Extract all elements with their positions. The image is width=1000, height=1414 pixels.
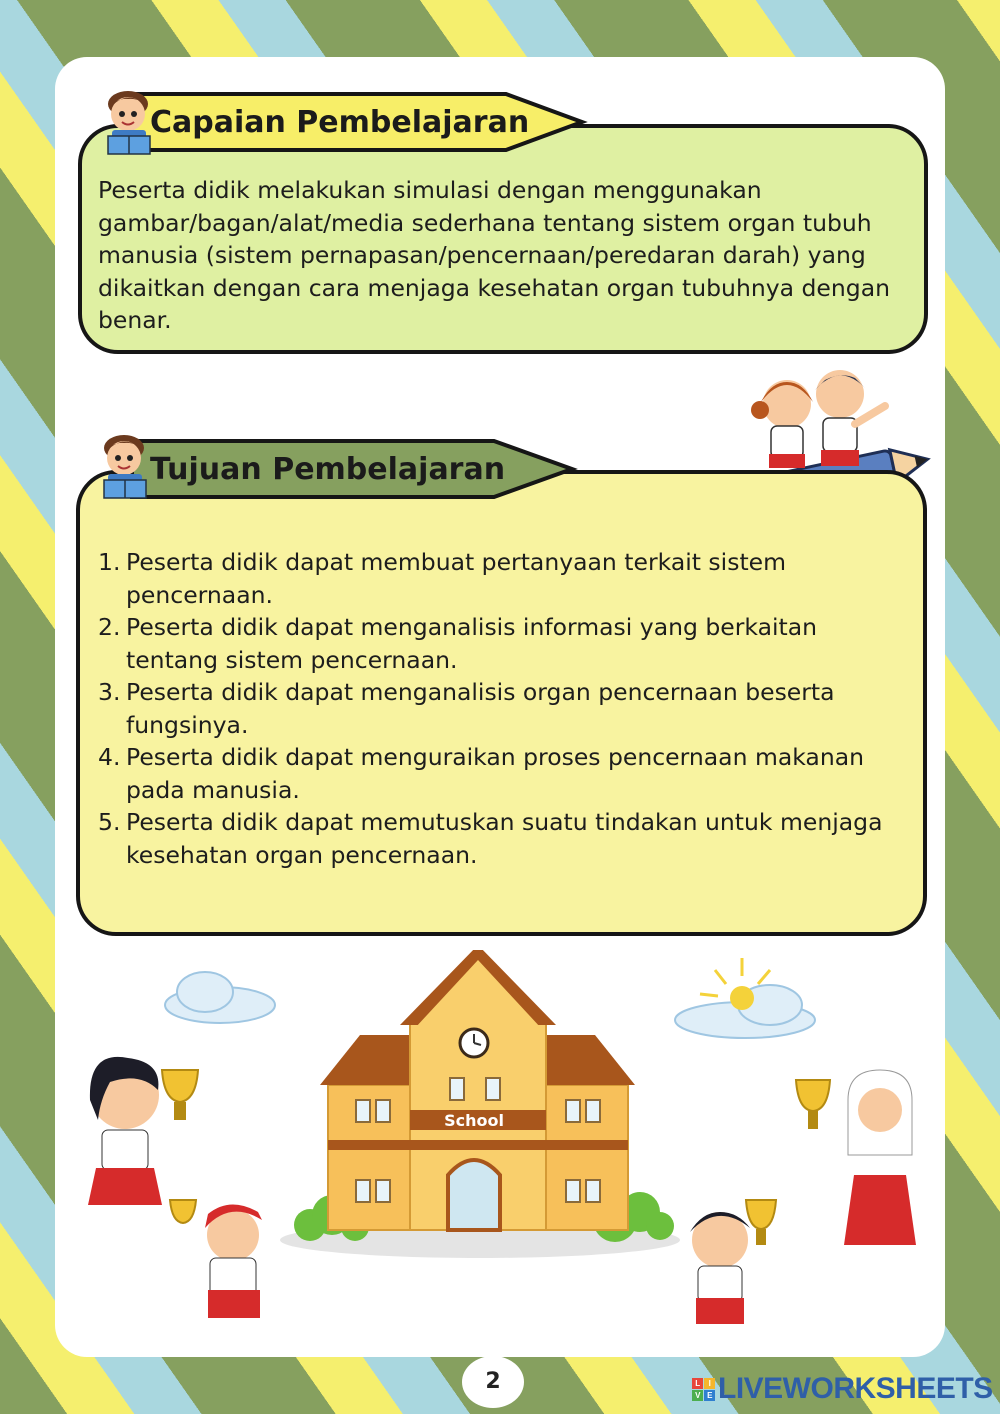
list-item-text: Peserta didik dapat menguraikan proses pencernaan makanan pada manusia. <box>126 743 865 804</box>
learning-goals-title: Tujuan Pembelajaran <box>150 451 506 487</box>
list-item: 4. Peserta didik dapat menguraikan proses pencernaan makanan pada manusia. <box>98 743 865 804</box>
girl-in-hijab-with-trophy-icon <box>796 1070 916 1245</box>
boy-jumping-icon <box>170 1200 262 1318</box>
liveworksheets-logo <box>692 1372 993 1406</box>
list-item: 5. Peserta didik dapat memutuskan suatu tindakan untuk menjaga kesehatan organ pencernaan. <box>98 808 883 869</box>
learning-outcome-banner <box>128 90 588 154</box>
list-item: 3. Peserta didik dapat menganalisis organ pencernaan beserta fungsinya. <box>98 678 835 739</box>
boy-with-trophy-icon <box>690 1200 776 1324</box>
reading-kid-icon <box>96 428 156 504</box>
list-item-text: Peserta didik dapat menganalisis informasi yang berkaitan tentang sistem pencernaan. <box>126 613 818 674</box>
list-item: 1. Peserta didik dapat membuat pertanyaan terkait sistem pencernaan. <box>98 548 787 609</box>
brand-name: LIVEWORKSHEETS <box>718 1372 993 1405</box>
liveworksheets-mark-icon: L I V E <box>692 1378 715 1401</box>
learning-goals-banner <box>128 437 580 501</box>
school-building-icon <box>320 950 635 1230</box>
learning-outcome-title: Capaian Pembelajaran <box>150 104 530 140</box>
list-item: 2. Peserta didik dapat menganalisis informasi yang berkaitan tentang sistem pencernaan. <box>98 613 818 674</box>
reading-kid-icon <box>100 84 160 160</box>
school-sign: School <box>444 1111 504 1130</box>
school-scene-illustration <box>70 950 940 1355</box>
page-number: 2 <box>462 1356 524 1408</box>
list-item-text: Peserta didik dapat membuat pertanyaan terkait sistem pencernaan. <box>126 548 787 609</box>
girl-with-trophy-icon <box>88 1057 198 1205</box>
list-item-text: Peserta didik dapat memutuskan suatu tindakan untuk menjaga kesehatan organ pencernaan. <box>126 808 883 869</box>
learning-outcome-text: Peserta didik melakukan simulasi dengan menggunakan gambar/bagan/alat/media sederhana tentang sistem organ tubuh manusia (sistem pernapasan/pencernaan/peredaran darah) yang dikaitkan dengan cara menjaga kesehatan organ tubuhnya dengan benar. <box>98 176 890 334</box>
learning-goals-list <box>98 546 898 871</box>
list-item-text: Peserta didik dapat menganalisis organ pencernaan beserta fungsinya. <box>126 678 835 739</box>
